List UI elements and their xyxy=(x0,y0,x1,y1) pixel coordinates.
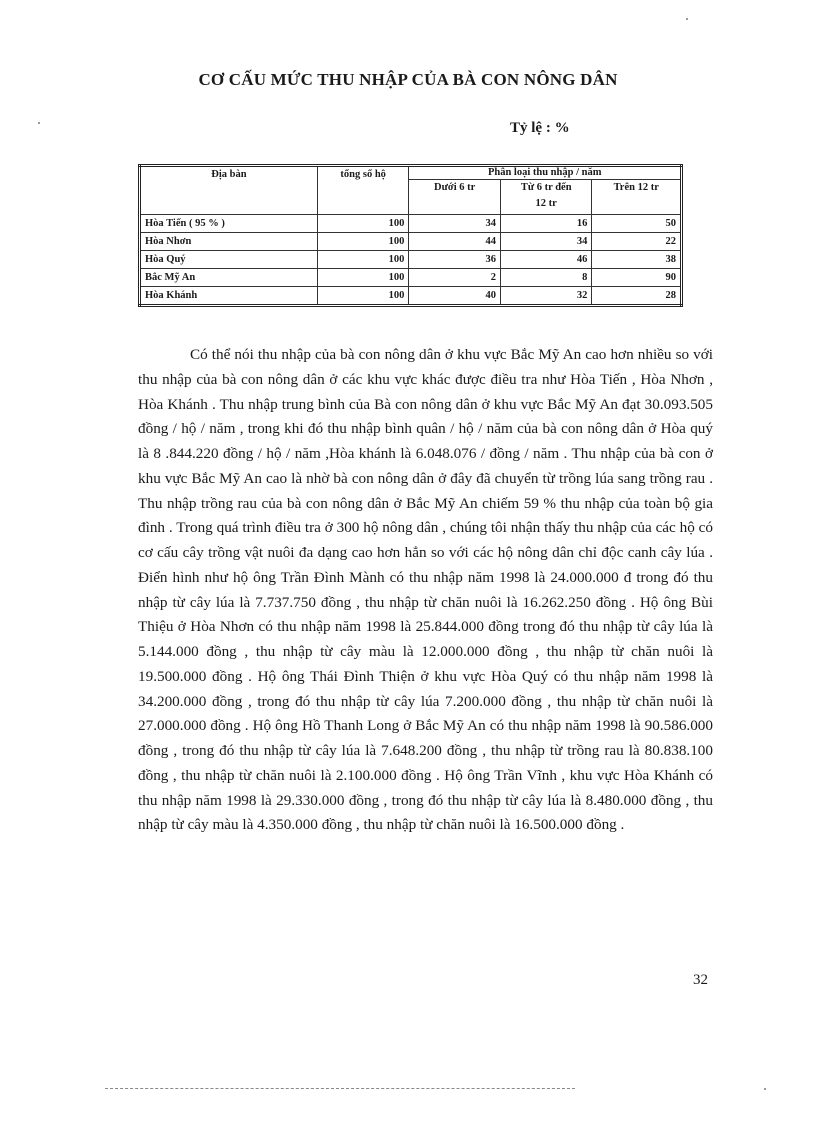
header-col2-line1: Từ 6 tr đến xyxy=(520,182,572,193)
row-c1: 44 xyxy=(409,233,501,251)
table-row xyxy=(140,251,682,269)
row-c1: 40 xyxy=(409,287,501,306)
table-row xyxy=(140,269,682,287)
row-total: 100 xyxy=(317,251,409,269)
page-title: CƠ CẤU MỨC THU NHẬP CỦA BÀ CON NÔNG DÂN xyxy=(198,70,618,89)
ratio-label: Tỷ lệ : % xyxy=(510,120,570,136)
row-c1: 36 xyxy=(409,251,501,269)
row-c1: 34 xyxy=(409,215,501,233)
footer-scan-line xyxy=(105,1088,575,1089)
row-c3: 38 xyxy=(592,251,682,269)
body-paragraph: Có thể nói thu nhập của bà con nông dân ở khu vực Bắc Mỹ An cao hơn nhiều so với thu nhập của bà con nông dân ở các khu vực khác được điều tra như Hòa Tiến , Hòa Nhơn , Hòa Khánh . Thu nhập trung bình của Bà con nông dân ở khu vực Bắc Mỹ An đạt 30.093.505 đồng / hộ / năm , trong khi đó thu nhập bình quân / hộ / năm của bà con nông dân ở Hòa quý là 8 .844.220 đồng / hộ / năm ,Hòa khánh là 6.048.076 / đồng / năm . Thu nhập của bà con ở khu vực Bắc Mỹ An cao là nhờ bà con nông dân ở đây đã chuyển từ trồng lúa sang trồng rau . Thu nhập trồng rau của bà con nông dân ở Bắc Mỹ An chiếm 59 % thu nhập của toàn bộ gia đình . Trong quá trình điều tra ở 300 hộ nông dân , chúng tôi nhận thấy thu nhập của các hộ có cơ cấu cây trồng vật nuôi đa dạng cao hơn hẳn so với các hộ nông dân chỉ độc canh cây lúa . Điển hình như hộ ông Trần Đình Mành có thu nhập năm 1998 là 24.000.000 đ trong đó thu nhập từ cây lúa là 7.737.750 đồng , thu nhập từ chăn nuôi là 16.262.250 đồng . Hộ ông Bùi Thiệu ở Hòa Nhơn có thu nhập năm 1998 là 25.844.000 đồng trong đó thu nhập từ cây lúa là 5.144.000 đồng , thu nhập từ cây màu là 12.000.000 đồng , thu nhập từ chăn nuôi là 19.500.000 đồng . Hộ ông Thái Đình Thiện ở khu vực Hòa Quý có thu nhập năm 1998 là 34.200.000 đồng , trong đó thu nhập từ cây lúa 7.200.000 đồng , thu nhập từ chăn nuôi là 27.000.000 đồng . Hộ ông Hồ Thanh Long ở Bắc Mỹ An có thu nhập năm 1998 là 90.586.000 đồng , trong đó thu nhập từ cây lúa là 7.648.200 đồng , thu nhập từ trồng rau là 80.838.100 đồng , thu nhập từ chăn nuôi là 2.100.000 đồng . Hộ ông Trần Vĩnh , khu vực Hòa Khánh có thu nhập năm 1998 là 29.330.000 đồng , trong đó thu nhập từ cây lúa là 8.480.000 đồng , thu nhập từ cây màu là 4.350.000 đồng , thu nhập từ chăn nuôi là 16.500.000 đồng . xyxy=(138,346,713,834)
header-col2-line2: 12 tr xyxy=(535,198,557,209)
row-total: 100 xyxy=(317,269,409,287)
row-c1: 2 xyxy=(409,269,501,287)
row-area: Hòa Tiến ( 95 % ) xyxy=(140,215,318,233)
row-total: 100 xyxy=(317,215,409,233)
row-area: Hòa Nhơn xyxy=(140,233,318,251)
income-table xyxy=(138,164,683,307)
header-col2 xyxy=(500,180,591,215)
header-group: Phân loại thu nhập / năm xyxy=(409,166,682,180)
row-c2: 34 xyxy=(500,233,591,251)
scan-mark xyxy=(686,18,688,20)
row-c3: 50 xyxy=(592,215,682,233)
scan-mark xyxy=(764,1088,766,1090)
table-row xyxy=(140,233,682,251)
row-c3: 22 xyxy=(592,233,682,251)
row-c2: 46 xyxy=(500,251,591,269)
header-col1: Dưới 6 tr xyxy=(409,180,501,215)
header-total: tổng số hộ xyxy=(317,166,409,215)
row-area: Hòa Quý xyxy=(140,251,318,269)
row-area: Hòa Khánh xyxy=(140,287,318,306)
row-total: 100 xyxy=(317,287,409,306)
row-area: Bắc Mỹ An xyxy=(140,269,318,287)
page-number: 32 xyxy=(693,972,708,988)
table-row xyxy=(140,215,682,233)
row-c2: 8 xyxy=(500,269,591,287)
row-c3: 28 xyxy=(592,287,682,306)
row-c2: 32 xyxy=(500,287,591,306)
header-area: Địa bàn xyxy=(140,166,318,215)
table-row xyxy=(140,287,682,306)
header-col3: Trên 12 tr xyxy=(592,180,682,215)
row-total: 100 xyxy=(317,233,409,251)
table-header-row xyxy=(140,166,682,180)
row-c3: 90 xyxy=(592,269,682,287)
row-c2: 16 xyxy=(500,215,591,233)
scan-mark xyxy=(38,122,40,124)
